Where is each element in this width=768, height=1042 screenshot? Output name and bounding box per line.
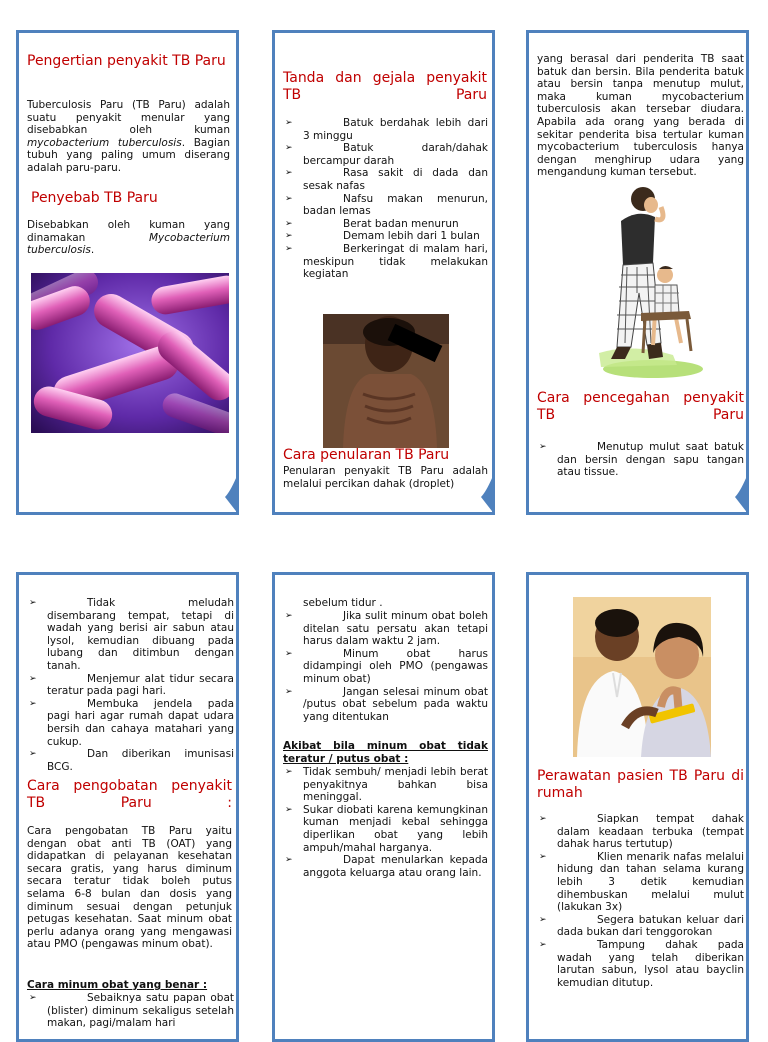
symptoms-list <box>283 117 488 281</box>
list-item: ➢ Jika sulit minum obat boleh ditelan satu persatu akan tetapi harus dalam waktu 2 jam. <box>283 610 488 648</box>
medication-photo <box>573 597 711 757</box>
panel-medication <box>272 572 495 1042</box>
transmission-text: Penularan penyakit TB Paru adalah melalui percikan dahak (droplet) <box>283 465 488 490</box>
list-item: ➢ Tidak sembuh/ menjadi lebih berat penyakitnya bahkan bisa meninggal. <box>283 766 488 804</box>
list-item: ➢ Minum obat harus didampingi oleh PMO (pengawas minum obat) <box>283 648 488 686</box>
home-care-title: Perawatan pasien TB Paru di rumah <box>537 768 744 801</box>
list-item: ➢ Menutup mulut saat batuk dan bersin dengan sapu tangan atau tissue. <box>537 441 744 479</box>
list-item: ➢ Demam lebih dari 1 bulan <box>283 230 488 243</box>
treatment-title: Cara pengobatan penyakit TB Paru : <box>27 778 232 811</box>
list-item: ➢ Dapat menularkan kepada anggota keluarga atau orang lain. <box>283 854 488 879</box>
howto-list <box>27 992 234 1030</box>
treatment-text: Cara pengobatan TB Paru yaitu dengan obat anti TB (OAT) yang didapatkan di pelayanan kesehatan secara gratis, yang harus diminum secara teratur tidak boleh putus selama 6-8 bulan dan dosis yang diminum sesuai dengan petunjuk petugas kesehatan. Saat minum obat perlu adanya orang yang mengawasi atau PMO (pengawas minum obat). <box>27 825 232 951</box>
home-care-list <box>537 813 744 989</box>
cause-title: Penyebab TB Paru <box>31 190 158 206</box>
list-item: ➢ Sebaiknya satu papan obat (blister) diminum sekaligus setelah makan, pagi/malam hari <box>27 992 234 1030</box>
list-item: ➢ Tidak meludah disembarang tempat, tetapi di wadah yang berisi air sabun atau lysol, kemudian dibuang pada lubang dan ditimbun dengan tanah. <box>27 597 234 673</box>
bacteria-image <box>31 273 229 433</box>
transmission-title: Cara penularan TB Paru <box>283 447 450 463</box>
list-item: ➢ Segera batukan keluar dari dada bukan dari tenggorokan <box>537 914 744 939</box>
page-curl-icon <box>477 471 495 515</box>
list-item: ➢ Tampung dahak pada wadah yang telah diberikan larutan sabun, lysol atau bayclin kemudian ditutup. <box>537 939 744 989</box>
howto-title: Cara minum obat yang benar : <box>27 979 208 991</box>
consequence-title: Akibat bila minum obat tidak teratur / putus obat : <box>283 740 488 765</box>
list-item: ➢ Berat badan menurun <box>283 218 488 231</box>
cause-text: Disebabkan oleh kuman yang dinamakan Mycobacterium tuberculosis. <box>27 219 230 257</box>
page-curl-icon <box>221 471 239 515</box>
list-item: ➢ Klien menarik nafas melalui hidung dan tahan selama kurang lebih 3 detik kemudian dihembuskan melalui mulut (lakukan 3x) <box>537 851 744 914</box>
coughing-illustration <box>581 183 707 379</box>
prevention-title: Cara pencegahan penyakit TB Paru <box>537 390 744 423</box>
tb-patient-photo <box>323 314 449 448</box>
list-item: ➢ Sukar diobati karena kemungkinan kuman menjadi kebal sehingga diperlikan obat yang lebih ampuh/mahal harganya. <box>283 804 488 854</box>
list-item: ➢ Siapkan tempat dahak dalam keadaan terbuka (tempat dahak harus tertutup) <box>537 813 744 851</box>
definition-title: Pengertian penyakit TB Paru <box>27 53 226 69</box>
panel-prevention <box>526 30 749 515</box>
definition-text: Tuberculosis Paru (TB Paru) adalah suatu penyakit menular yang disebabkan oleh kuman mycobacterium tuberculosis. Bagian tubuh yang paling umum diserang adalah paru-paru. <box>27 99 230 174</box>
howto-continued-text: sebelum tidur . <box>303 597 383 609</box>
symptoms-title: Tanda dan gejala penyakit TB Paru <box>283 70 487 103</box>
list-item: ➢ Menjemur alat tidur secara teratur pada pagi hari. <box>27 673 234 698</box>
list-item: ➢ Jangan selesai minum obat /putus obat sebelum pada waktu yang ditentukan <box>283 686 488 724</box>
panel-definition <box>16 30 239 515</box>
page-curl-icon <box>731 471 749 515</box>
list-item: ➢ Dan diberikan imunisasi BCG. <box>27 748 234 773</box>
panel-symptoms <box>272 30 495 515</box>
panel-treatment <box>16 572 239 1042</box>
list-item: ➢ Batuk berdahak lebih dari 3 minggu <box>283 117 488 142</box>
list-item: ➢ Rasa sakit di dada dan sesak nafas <box>283 167 488 192</box>
list-item: ➢ Membuka jendela pada pagi hari agar rumah dapat udara bersih dan cahaya matahari yang cukup. <box>27 698 234 748</box>
list-item: ➢ Batuk darah/dahak bercampur darah <box>283 142 488 167</box>
list-item: ➢ Nafsu makan menurun, badan lemas <box>283 193 488 218</box>
transmission-continued-text: yang berasal dari penderita TB saat batuk dan bersin. Bila penderita batuk atau bersin tanpa menutup mulut, maka kuman mycobacterium tuberculosis akan tersebar diudara. Apabila ada orang yang berada di sekitar penderita bisa tertular kuman mycobacterium tuberculosis hanya dengan menghirup udara yang mengandung kuman tersebut. <box>537 53 744 179</box>
panel-home-care <box>526 572 749 1042</box>
list-item: ➢ Berkeringat di malam hari, meskipun tidak melakukan kegiatan <box>283 243 488 281</box>
prevention-continued-list <box>27 597 234 773</box>
consequence-list <box>283 766 488 879</box>
howto-continued-list <box>283 610 488 723</box>
prevention-list <box>537 441 744 479</box>
